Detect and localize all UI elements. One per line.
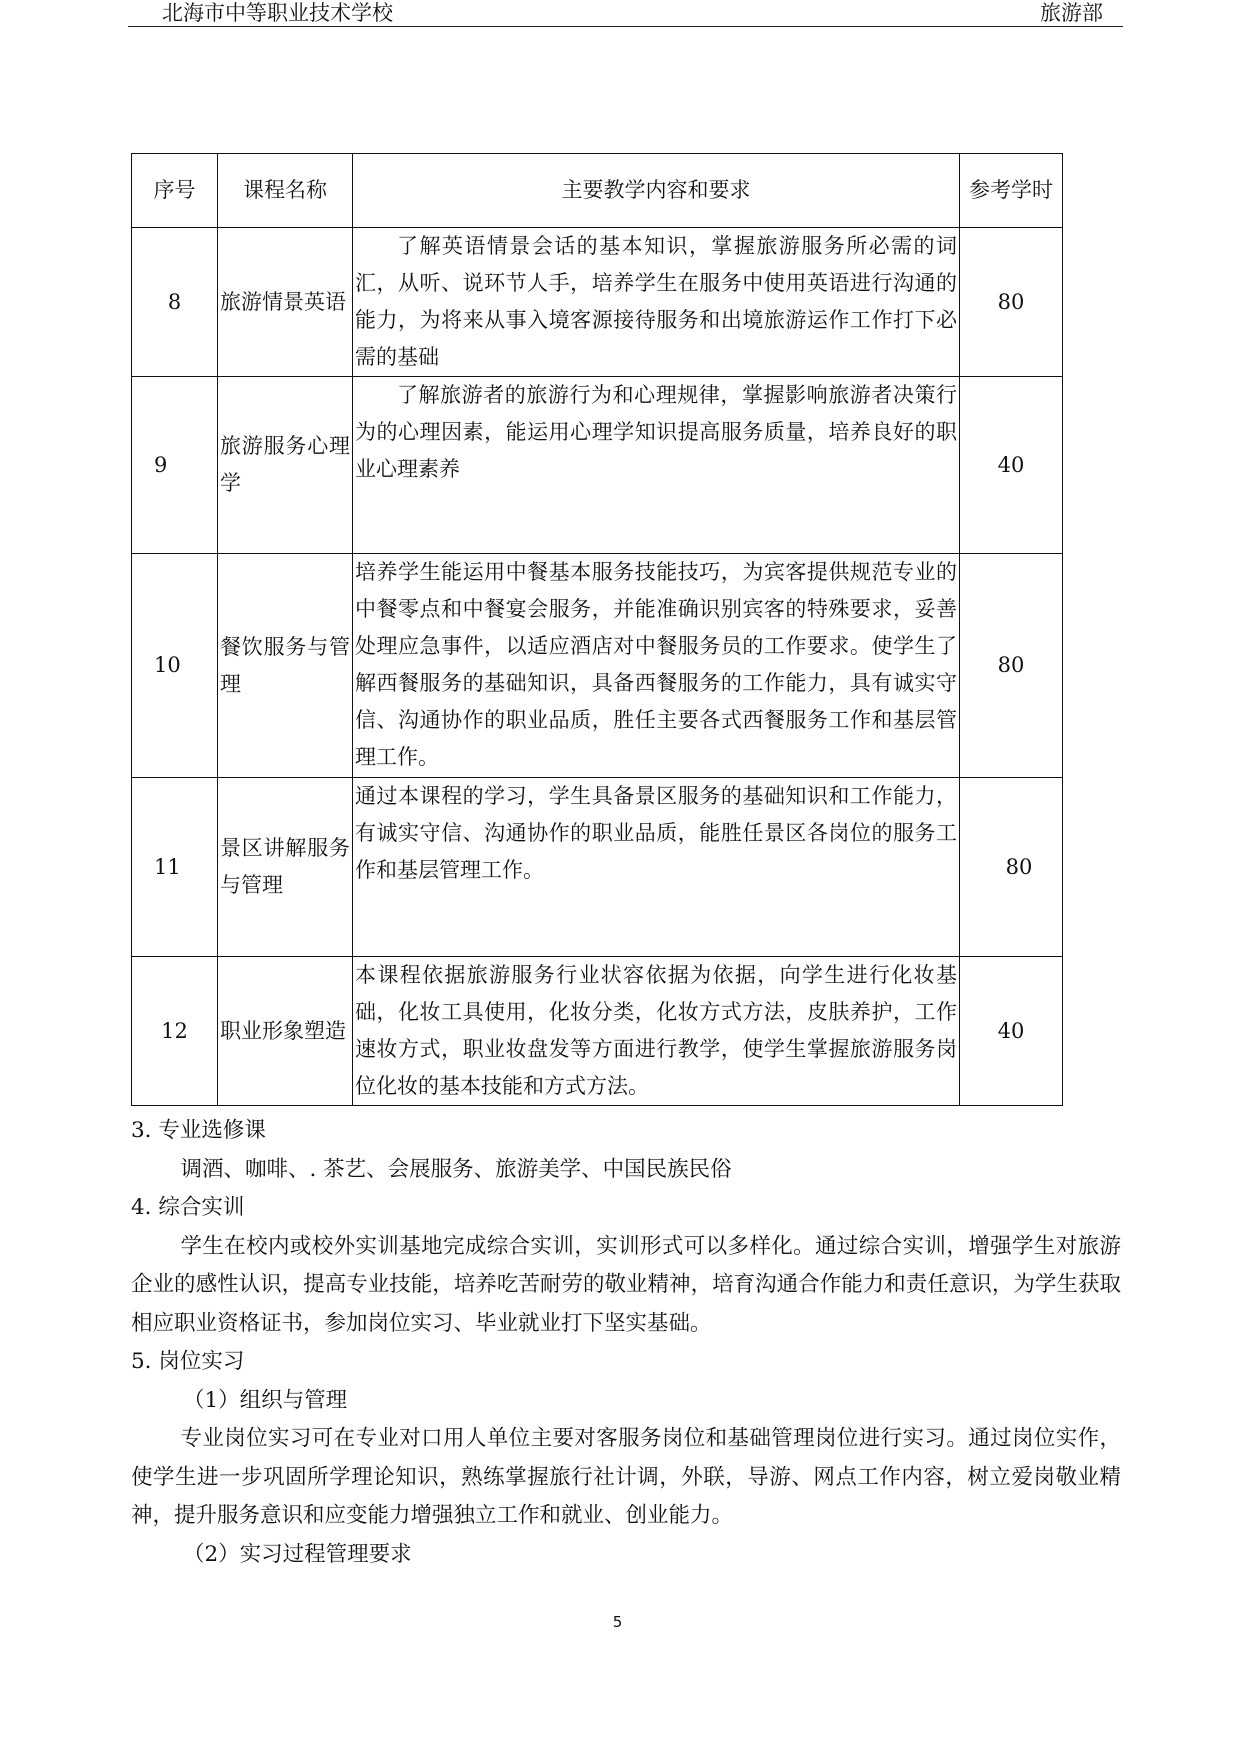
table-header-row — [132, 154, 1063, 228]
header-divider — [128, 26, 1123, 27]
row-number: 11 — [132, 778, 218, 957]
course-table — [131, 153, 1063, 1106]
row-content: 了解旅游者的旅游行为和心理规律，掌握影响旅游者决策行为的心理因素，能运用心理学知识提高服务质量，培养良好的职业心理素养 — [353, 377, 960, 554]
section-3-body: 调酒、咖啡、. 茶艺、会展服务、旅游美学、中国民族民俗 — [180, 1156, 732, 1182]
row-hours: 40 — [960, 957, 1063, 1106]
header-hours: 参考学时 — [960, 154, 1063, 228]
table-row — [132, 228, 1063, 377]
row-course-name: 餐饮服务与管理 — [218, 554, 353, 778]
page-number: 5 — [612, 1613, 623, 1631]
table-row — [132, 957, 1063, 1106]
row-course-name: 旅游情景英语 — [218, 228, 353, 377]
section-3-title: 3. 专业选修课 — [131, 1118, 266, 1143]
row-course-name: 旅游服务心理学 — [218, 377, 353, 554]
row-content: 本课程依据旅游服务行业状容依据为依据，向学生进行化妆基础，化妆工具使用，化妆分类，化妆方式方法，皮肤养护，工作速妆方式，职业妆盘发等方面进行教学，使学生掌握旅游服务岗位化妆的基本技能和方式方法。 — [353, 957, 960, 1106]
table-row — [132, 554, 1063, 778]
row-number: 9 — [132, 377, 218, 554]
section-5-body: 专业岗位实习可在专业对口用人单位主要对客服务岗位和基础管理岗位进行实习。通过岗位实作，使学生进一步巩固所学理论知识，熟练掌握旅行社计调，外联，导游、网点工作内容，树立爱岗敬业精神，提升服务意识和应变能力增强独立工作和就业、创业能力。 — [131, 1426, 1121, 1528]
row-content: 通过本课程的学习，学生具备景区服务的基础知识和工作能力，有诚实守信、沟通协作的职业品质，能胜任景区各岗位的服务工作和基层管理工作。 — [353, 778, 960, 957]
header-department: 旅游部 — [1040, 1, 1103, 25]
row-hours: 80 — [960, 778, 1063, 957]
row-course-name: 景区讲解服务与管理 — [218, 778, 353, 957]
row-content: 培养学生能运用中餐基本服务技能技巧，为宾客提供规范专业的中餐零点和中餐宴会服务，并能准确识别宾客的特殊要求，妥善处理应急事件，以适应酒店对中餐服务员的工作要求。使学生了解西餐服务的基础知识，具备西餐服务的工作能力，具有诚实守信、沟通协作的职业品质，胜任主要各式西餐服务工作和基层管理工作。 — [353, 554, 960, 778]
table-row — [132, 778, 1063, 957]
section-4-title: 4. 综合实训 — [131, 1195, 245, 1220]
row-content: 了解英语情景会话的基本知识，掌握旅游服务所必需的词汇，从听、说环节人手，培养学生在服务中使用英语进行沟通的能力，为将来从事入境客源接待服务和出境旅游运作工作打下必需的基础 — [353, 228, 960, 377]
body-sections — [131, 1112, 1121, 1574]
section-5-title: 5. 岗位实习 — [131, 1349, 245, 1374]
table-row — [132, 377, 1063, 554]
section-5-subheading-1: （1）组织与管理 — [183, 1387, 348, 1413]
header-course-name: 课程名称 — [218, 154, 353, 228]
row-number: 10 — [132, 554, 218, 778]
header-number: 序号 — [132, 154, 218, 228]
header-school: 北海市中等职业技术学校 — [162, 1, 393, 25]
row-hours: 80 — [960, 554, 1063, 778]
header-content: 主要教学内容和要求 — [353, 154, 960, 228]
row-number: 12 — [132, 957, 218, 1106]
section-4-body: 学生在校内或校外实训基地完成综合实训，实训形式可以多样化。通过综合实训，增强学生对旅游企业的感性认识，提高专业技能，培养吃苦耐劳的敬业精神，培育沟通合作能力和责任意识，为学生获取相应职业资格证书，参加岗位实习、毕业就业打下坚实基础。 — [131, 1233, 1121, 1336]
row-number: 8 — [132, 228, 218, 377]
row-hours: 40 — [960, 377, 1063, 554]
row-hours: 80 — [960, 228, 1063, 377]
row-course-name: 职业形象塑造 — [218, 957, 353, 1106]
section-5-subheading-2: （2）实习过程管理要求 — [183, 1541, 412, 1567]
